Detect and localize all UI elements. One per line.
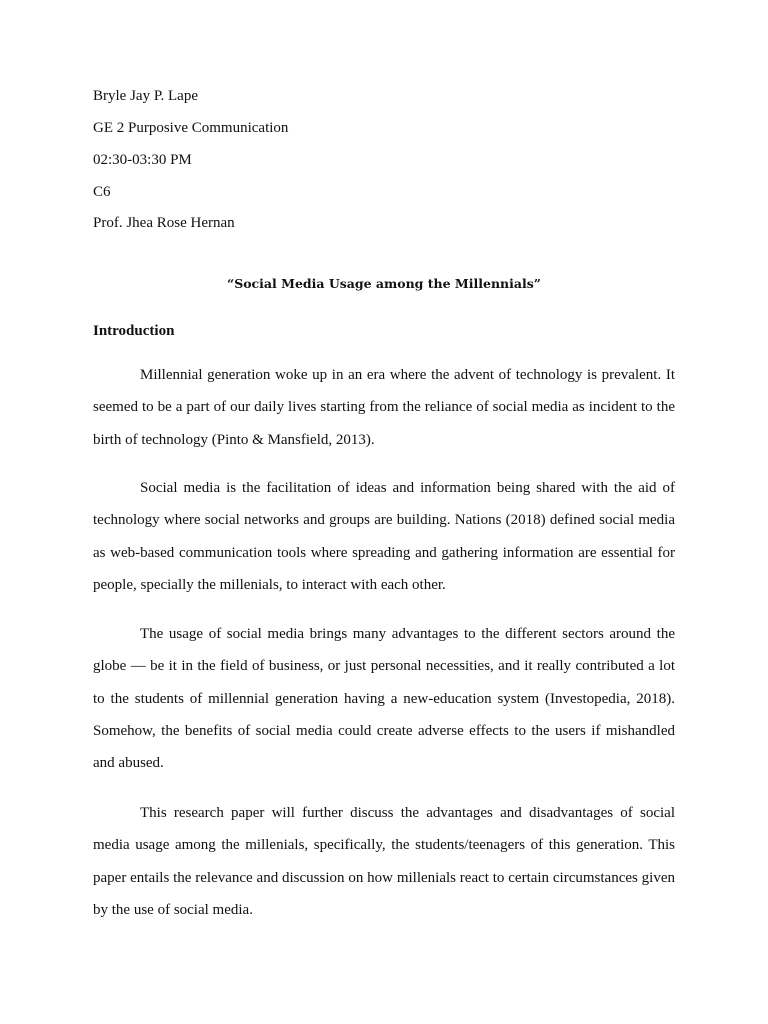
paragraph: Millennial generation woke up in an era where the advent of technology is prevalent. It seemed to be a part of our daily lives starting from the reliance of social media as incident to the birth of technology (Pinto & Mansfield, 2013). <box>93 367 675 448</box>
section-heading: Introduction <box>93 323 175 339</box>
paragraph: Social media is the facilitation of ideas and information being shared with the aid of technology where social networks and groups are building. Nations (2018) defined social media as web-based communication tools where spreading and gathering information are essential for people, specially the millenials, to interact with each other. <box>93 480 675 593</box>
author-name: Bryle Jay P. Lape <box>93 88 198 104</box>
course-name: GE 2 Purposive Communication <box>93 120 289 136</box>
class-section: C6 <box>93 184 111 200</box>
paper-title: “Social Media Usage among the Millennials” <box>227 276 541 291</box>
paragraph: The usage of social media brings many advantages to the different sectors around the globe — be it in the field of business, or just personal necessities, and it really contributed a lot to the students of millennial generation having a new-education system (Investopedia, 2018). Somehow, the benefits of social media could create adverse effects to the users if mishandled and abused. <box>93 626 675 772</box>
paragraph: This research paper will further discuss the advantages and disadvantages of social media usage among the millenials, specifically, the students/teenagers of this generation. This paper entails the relevance and discussion on how millenials react to certain circumstances given by the use of social media. <box>93 805 675 918</box>
professor-name: Prof. Jhea Rose Hernan <box>93 215 235 231</box>
class-time: 02:30-03:30 PM <box>93 152 192 168</box>
